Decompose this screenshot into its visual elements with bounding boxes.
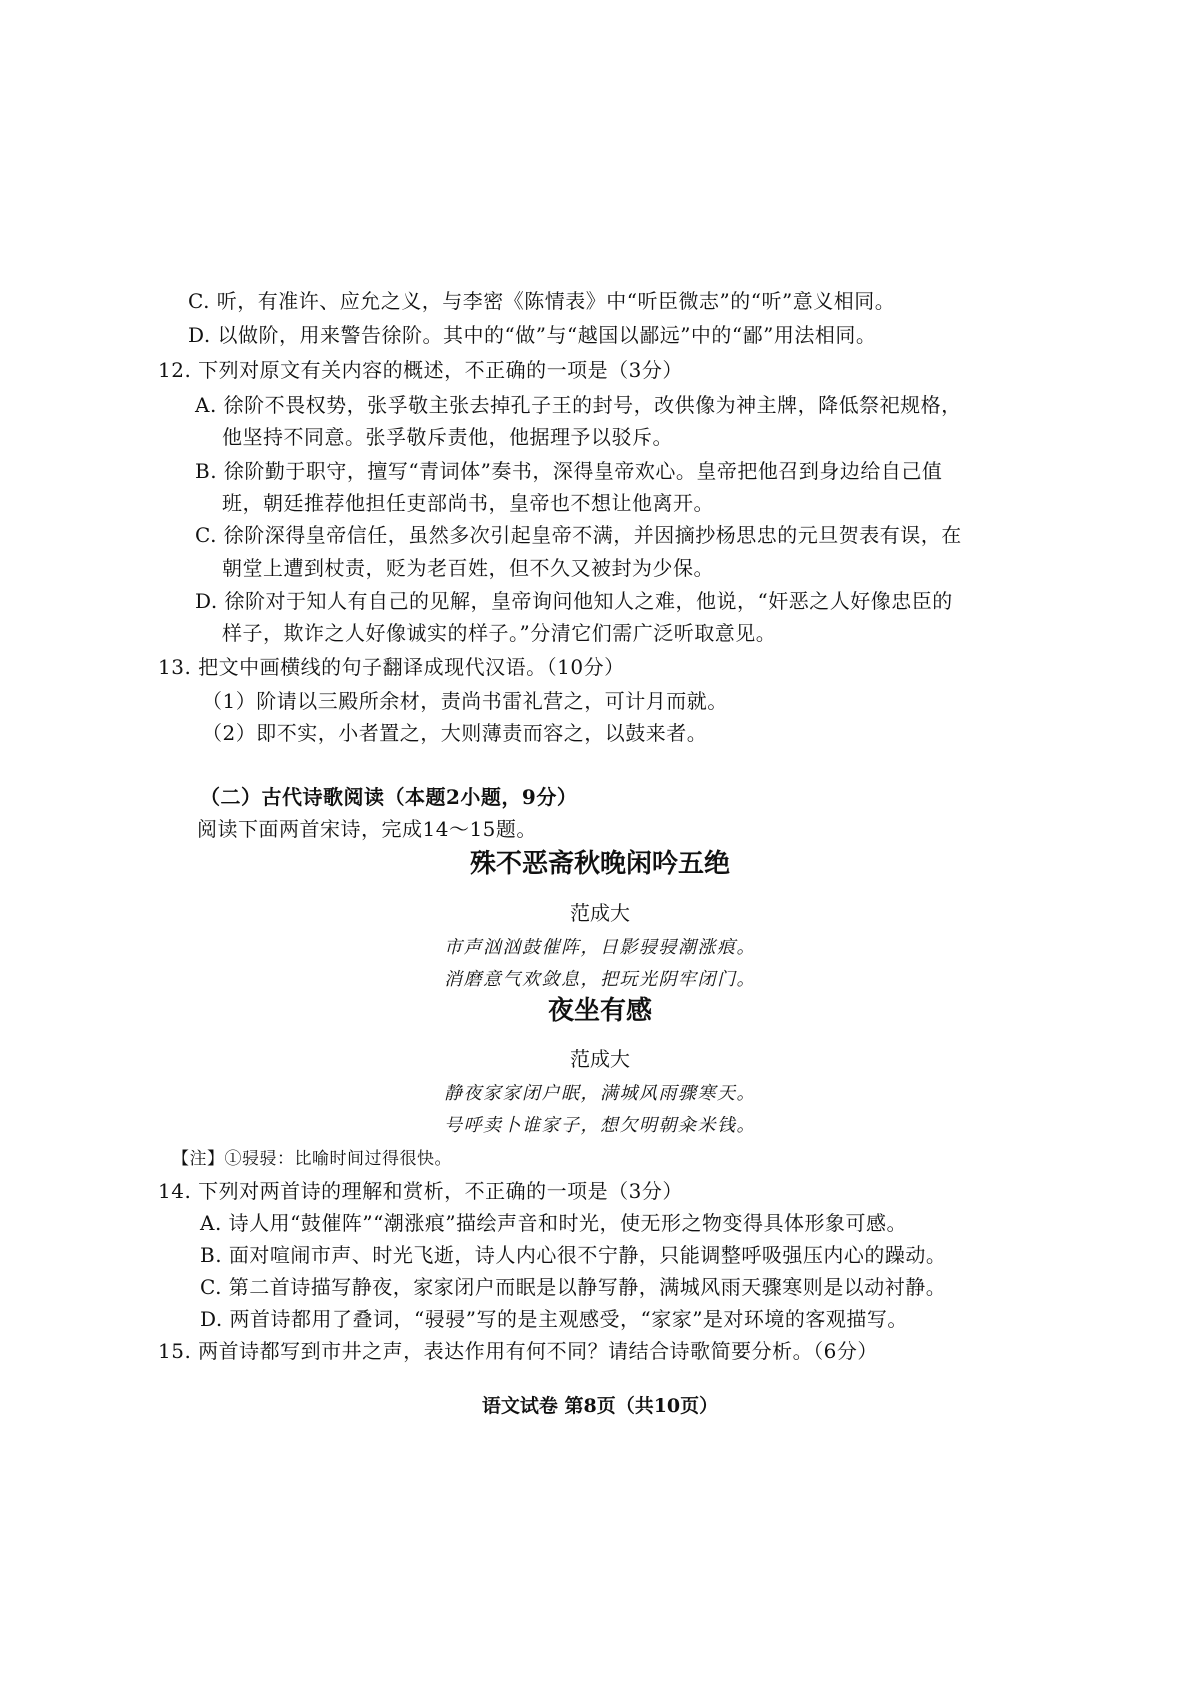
q14-option-c: C. 第二首诗描写静夜，家家闭户而眠是以静写静，满城风雨天骤寒则是以动衬静。	[200, 1275, 947, 1299]
q13-item-1: （1）阶请以三殿所余材，责尚书雷礼营之，可计月而就。	[202, 689, 728, 713]
poem2-author: 范成大	[570, 1047, 630, 1071]
q12-option-b: B. 徐阶勤于职守，擅写“青词体”奏书，深得皇帝欢心。皇帝把他召到身边给自己值	[195, 459, 943, 483]
poem2-line-2: 号呼卖卜谁家子，想欠明朝籴米钱。	[444, 1115, 756, 1136]
q12-option-d-cont: 样子，欺诈之人好像诚实的样子。”分清它们需广泛听取意见。	[222, 621, 777, 645]
poem-note: 【注】①骎骎：比喻时间过得很快。	[172, 1149, 452, 1169]
q13-item-2: （2）即不实，小者置之，大则薄责而容之，以鼓来者。	[202, 721, 708, 745]
poem1-author: 范成大	[570, 901, 630, 925]
poem1-title: 殊不恶斋秋晚闲吟五绝	[469, 849, 730, 879]
q14-option-d: D. 两首诗都用了叠词，“骎骎”写的是主观感受，“家家”是对环境的客观描写。	[200, 1307, 908, 1331]
section-intro: 阅读下面两首宋诗，完成14～15题。	[197, 817, 537, 841]
section-heading: （二）古代诗歌阅读（本题2小题，9分）	[200, 785, 578, 809]
q12-option-c: C. 徐阶深得皇帝信任，虽然多次引起皇帝不满，并因摘抄杨思忠的元旦贺表有误，在	[195, 523, 962, 547]
poem1-line-1: 市声汹汹鼓催阵，日影骎骎潮涨痕。	[444, 937, 756, 958]
poem1-line-2: 消磨意气欢敛息，把玩光阴牢闭门。	[444, 969, 756, 990]
q12-option-d: D. 徐阶对于知人有自己的见解，皇帝询问他知人之难，他说，“奸恶之人好像忠臣的	[195, 589, 953, 613]
q12-option-b-cont: 班，朝廷推荐他担任吏部尚书，皇帝也不想让他离开。	[222, 491, 714, 515]
q14-option-a: A. 诗人用“鼓催阵”“潮涨痕”描绘声音和时光，使无形之物变得具体形象可感。	[200, 1211, 908, 1235]
poem2-line-1: 静夜家家闭户眠，满城风雨骤寒天。	[444, 1083, 756, 1104]
q14-option-b: B. 面对喧闹市声、时光飞逝，诗人内心很不宁静，只能调整呼吸强压内心的躁动。	[200, 1243, 947, 1267]
q12-option-a-cont: 他坚持不同意。张孚敬斥责他，他据理予以驳斥。	[222, 425, 673, 449]
q12-stem: 12. 下列对原文有关内容的概述，不正确的一项是（3分）	[158, 358, 683, 382]
poem2-title: 夜坐有感	[547, 996, 652, 1026]
q11-option-c: C. 听，有准许、应允之义，与李密《陈情表》中“听臣微志”的“听”意义相同。	[188, 289, 896, 313]
q12-option-a: A. 徐阶不畏权势，张孚敬主张去掉孔子王的封号，改供像为神主牌，降低祭祀规格，	[195, 393, 962, 417]
q14-stem: 14. 下列对两首诗的理解和赏析，不正确的一项是（3分）	[158, 1179, 683, 1203]
q13-stem: 13. 把文中画横线的句子翻译成现代汉语。（10分）	[158, 655, 625, 679]
q12-option-c-cont: 朝堂上遭到杖责，贬为老百姓，但不久又被封为少保。	[222, 556, 714, 580]
q11-option-d: D. 以做阶，用来警告徐阶。其中的“做”与“越国以鄙远”中的“鄙”用法相同。	[188, 323, 877, 347]
q15-stem: 15. 两首诗都写到市井之声，表达作用有何不同？请结合诗歌简要分析。（6分）	[158, 1339, 878, 1363]
page-footer: 语文试卷 第8页（共10页）	[481, 1395, 719, 1417]
